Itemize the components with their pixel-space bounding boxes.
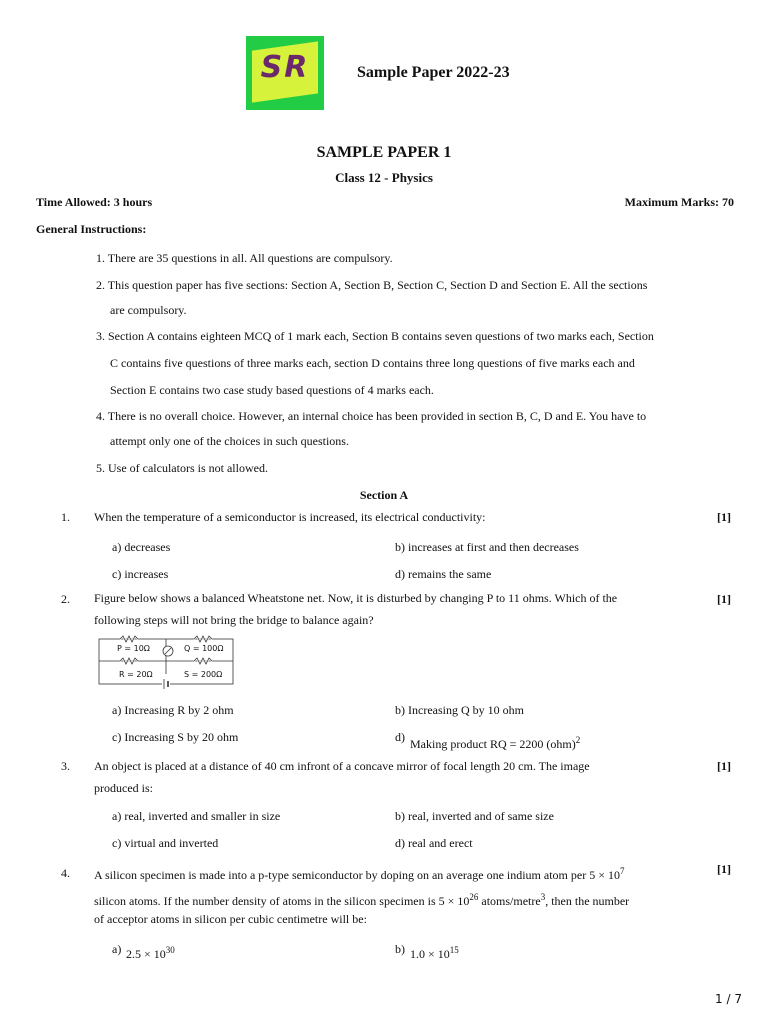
time-allowed: Time Allowed: 3 hours — [36, 195, 153, 209]
paper-title: SAMPLE PAPER 1 — [316, 144, 452, 161]
option-a: a) real, inverted and smaller in size — [112, 809, 281, 823]
option-b: b) real, inverted and of same size — [395, 809, 554, 823]
option-a: a) Increasing R by 2 ohm — [112, 703, 234, 717]
option-d-text: Making product RQ = 2200 (ohm) — [410, 737, 576, 751]
figure-label-r: R = 20Ω — [119, 670, 153, 679]
question-text: When the temperature of a semiconductor is increased, its electrical conductivity: — [94, 510, 486, 524]
option-d: d) real and erect — [395, 836, 473, 850]
figure-label-p: P = 10Ω — [117, 644, 150, 653]
instruction-1: 1. There are 35 questions in all. All questions are compulsory. — [96, 251, 393, 265]
figure-label-s: S = 200Ω — [184, 670, 223, 679]
question-number: 3. — [61, 759, 70, 773]
instruction-5: 5. Use of calculators is not allowed. — [96, 461, 268, 475]
question-text-part: A silicon specimen is made into a p-type semiconductor by doping on an average one indium atom per 5 × 10 — [94, 868, 620, 882]
section-heading: Section A — [359, 488, 409, 502]
figure-label-q: Q = 100Ω — [184, 644, 224, 653]
option-d — [410, 735, 580, 752]
option-c: c) Increasing S by 20 ohm — [112, 730, 239, 744]
option-a: a) decreases — [112, 540, 171, 554]
exponent: 26 — [469, 892, 479, 902]
question-text-part: atoms/metre — [478, 894, 541, 908]
question-number: 4. — [61, 866, 70, 880]
option-d-sup: 2 — [575, 735, 581, 745]
option-b: b) increases at first and then decreases — [395, 540, 579, 554]
option-c: c) virtual and inverted — [112, 836, 219, 850]
option-b — [410, 945, 459, 962]
wheatstone-bridge-figure — [98, 634, 234, 690]
instruction-2: 2. This question paper has five sections: Section A, Section B, Section C, Section D and Section E. All the sections — [96, 278, 648, 292]
question-marks: [1] — [717, 862, 731, 876]
question-text-cont: following steps will not bring the bridge to balance again? — [94, 613, 374, 627]
question-marks: [1] — [717, 510, 731, 524]
instruction-2-cont: are compulsory. — [110, 303, 187, 317]
instruction-4-cont: attempt only one of the choices in such questions. — [110, 434, 349, 448]
option-d-label: d) — [395, 730, 405, 744]
instruction-4: 4. There is no overall choice. However, an internal choice has been provided in section B, C, D and E. You have to — [96, 409, 647, 423]
logo — [246, 36, 324, 110]
option-a — [126, 945, 175, 962]
question-number: 1. — [61, 510, 70, 524]
option-b-value: 1.0 × 10 — [410, 947, 450, 961]
question-text: An object is placed at a distance of 40 cm infront of a concave mirror of focal length 20 cm. The image — [94, 759, 590, 773]
exponent: 30 — [165, 945, 175, 955]
page-number: 1 / 7 — [715, 992, 742, 1006]
max-marks: Maximum Marks: 70 — [624, 195, 734, 209]
exponent: 7 — [619, 866, 625, 876]
exponent: 3 — [540, 892, 546, 902]
option-a-label: a) — [112, 942, 122, 956]
general-instructions-label: General Instructions: — [36, 222, 147, 236]
question-number: 2. — [61, 592, 70, 606]
question-marks: [1] — [717, 592, 731, 606]
instruction-3-cont-2: Section E contains two case study based questions of 4 marks each. — [110, 383, 434, 397]
question-marks: [1] — [717, 759, 731, 773]
instruction-3: 3. Section A contains eighteen MCQ of 1 mark each, Section B contains seven questions of two marks each, Section — [96, 329, 654, 343]
question-text: Figure below shows a balanced Wheatstone net. Now, it is disturbed by changing P to 11 ohms. Which of the — [94, 591, 618, 605]
question-text-cont: of acceptor atoms in silicon per cubic centimetre will be: — [94, 912, 367, 926]
question-text-part: , then the number — [545, 894, 630, 908]
option-a-value: 2.5 × 10 — [126, 947, 166, 961]
question-text-part: silicon atoms. If the number density of atoms in the silicon specimen is 5 × 10 — [94, 894, 470, 908]
question-text-cont: produced is: — [94, 781, 153, 795]
question-text — [94, 860, 624, 886]
instruction-3-cont-1: C contains five questions of three marks each, section D contains three long questions of five marks each and — [110, 356, 635, 370]
paper-subtitle: Class 12 - Physics — [335, 170, 433, 185]
option-d: d) remains the same — [395, 567, 492, 581]
option-c: c) increases — [112, 567, 169, 581]
option-b-label: b) — [395, 942, 405, 956]
header-title: Sample Paper 2022-23 — [357, 64, 510, 81]
logo-text: SR — [260, 50, 310, 85]
exponent: 15 — [449, 945, 459, 955]
option-b: b) Increasing Q by 10 ohm — [395, 703, 524, 717]
